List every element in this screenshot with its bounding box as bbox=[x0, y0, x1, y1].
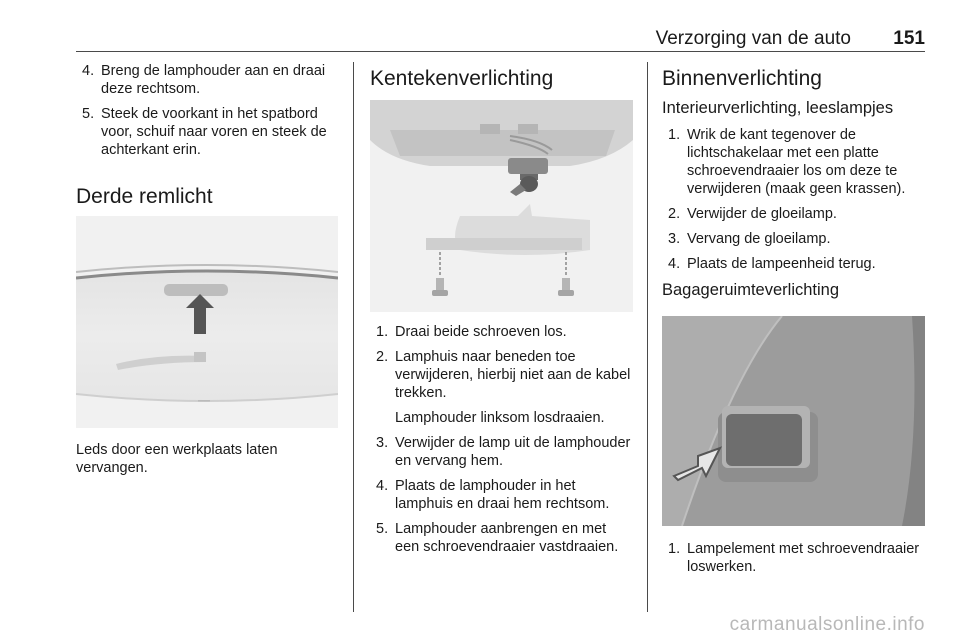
list-item: 1. Wrik de kant tegenover de lichtschakelaar met een platte schroevendraaier los om deze te verwijderen (maak geen krassen). bbox=[668, 127, 906, 197]
list-item: 3. Verwijder de lamp uit de lamphouder en vervang hem. bbox=[376, 435, 631, 469]
continued-steps-list bbox=[76, 62, 342, 159]
section-title-derde-remlicht: Derde remlicht bbox=[76, 185, 213, 208]
section-title-kentekenverlichting: Kentekenverlichting bbox=[370, 67, 554, 90]
list-item: 2. Lamphuis naar beneden toe verwijderen, hierbij niet aan de kabel trekken. bbox=[376, 349, 631, 401]
list-item: 5. Lamphouder aanbrengen en met een schroevendraaier vastdraaien. bbox=[376, 521, 619, 555]
third-brake-light-illustration bbox=[76, 216, 338, 428]
bagageruimte-steps bbox=[662, 540, 925, 583]
list-item: 4. Plaats de lamphouder in het lamphuis en draai hem rechtsom. bbox=[376, 478, 610, 512]
body-text: Leds door een werkplaats laten vervangen. bbox=[76, 442, 278, 476]
steps-list bbox=[370, 323, 633, 402]
list-item: 4. Breng de lamphouder aan en draai deze rechtsom. bbox=[82, 63, 326, 97]
license-plate-light-illustration bbox=[370, 100, 633, 312]
steps-list-continued bbox=[370, 434, 633, 556]
list-item: 5. Steek de voorkant in het spatbord voor, schuif naar voren en steek de achterkant erin. bbox=[82, 106, 327, 158]
kentekenverlichting-steps bbox=[370, 323, 633, 563]
luggage-light-illustration bbox=[662, 316, 925, 526]
column-1 bbox=[76, 62, 342, 210]
subsection-title-bagageruimte: Bagageruimteverlichting bbox=[662, 281, 840, 299]
page-header bbox=[76, 28, 925, 52]
column-divider-1 bbox=[353, 62, 354, 612]
column-divider-2 bbox=[647, 62, 648, 612]
interieur-steps-list bbox=[662, 126, 925, 273]
subsection-title-interieur: Interieurverlichting, leeslampjes bbox=[662, 99, 894, 117]
list-item: 1. Lampelement met schroevendraaier loswerken. bbox=[668, 541, 920, 575]
column-2 bbox=[370, 62, 633, 92]
page-number: 151 bbox=[893, 28, 925, 49]
list-item: 3. Vervang de gloeilamp. bbox=[668, 231, 831, 247]
list-item: 1. Draai beide schroeven los. bbox=[376, 324, 567, 340]
bagageruimte-steps-list bbox=[662, 540, 925, 576]
list-item: 2. Verwijder de gloeilamp. bbox=[668, 206, 837, 222]
list-item: 4. Plaats de lampeenheid terug. bbox=[668, 256, 876, 272]
note-text: Lamphouder linksom losdraaien. bbox=[395, 410, 605, 426]
header-rule bbox=[76, 51, 925, 52]
derde-remlicht-body bbox=[76, 441, 342, 477]
header-title: Verzorging van de auto bbox=[655, 28, 851, 49]
section-title-binnenverlichting: Binnenverlichting bbox=[662, 67, 822, 90]
watermark: carmanualsonline.info bbox=[729, 614, 925, 635]
column-3 bbox=[662, 62, 925, 300]
